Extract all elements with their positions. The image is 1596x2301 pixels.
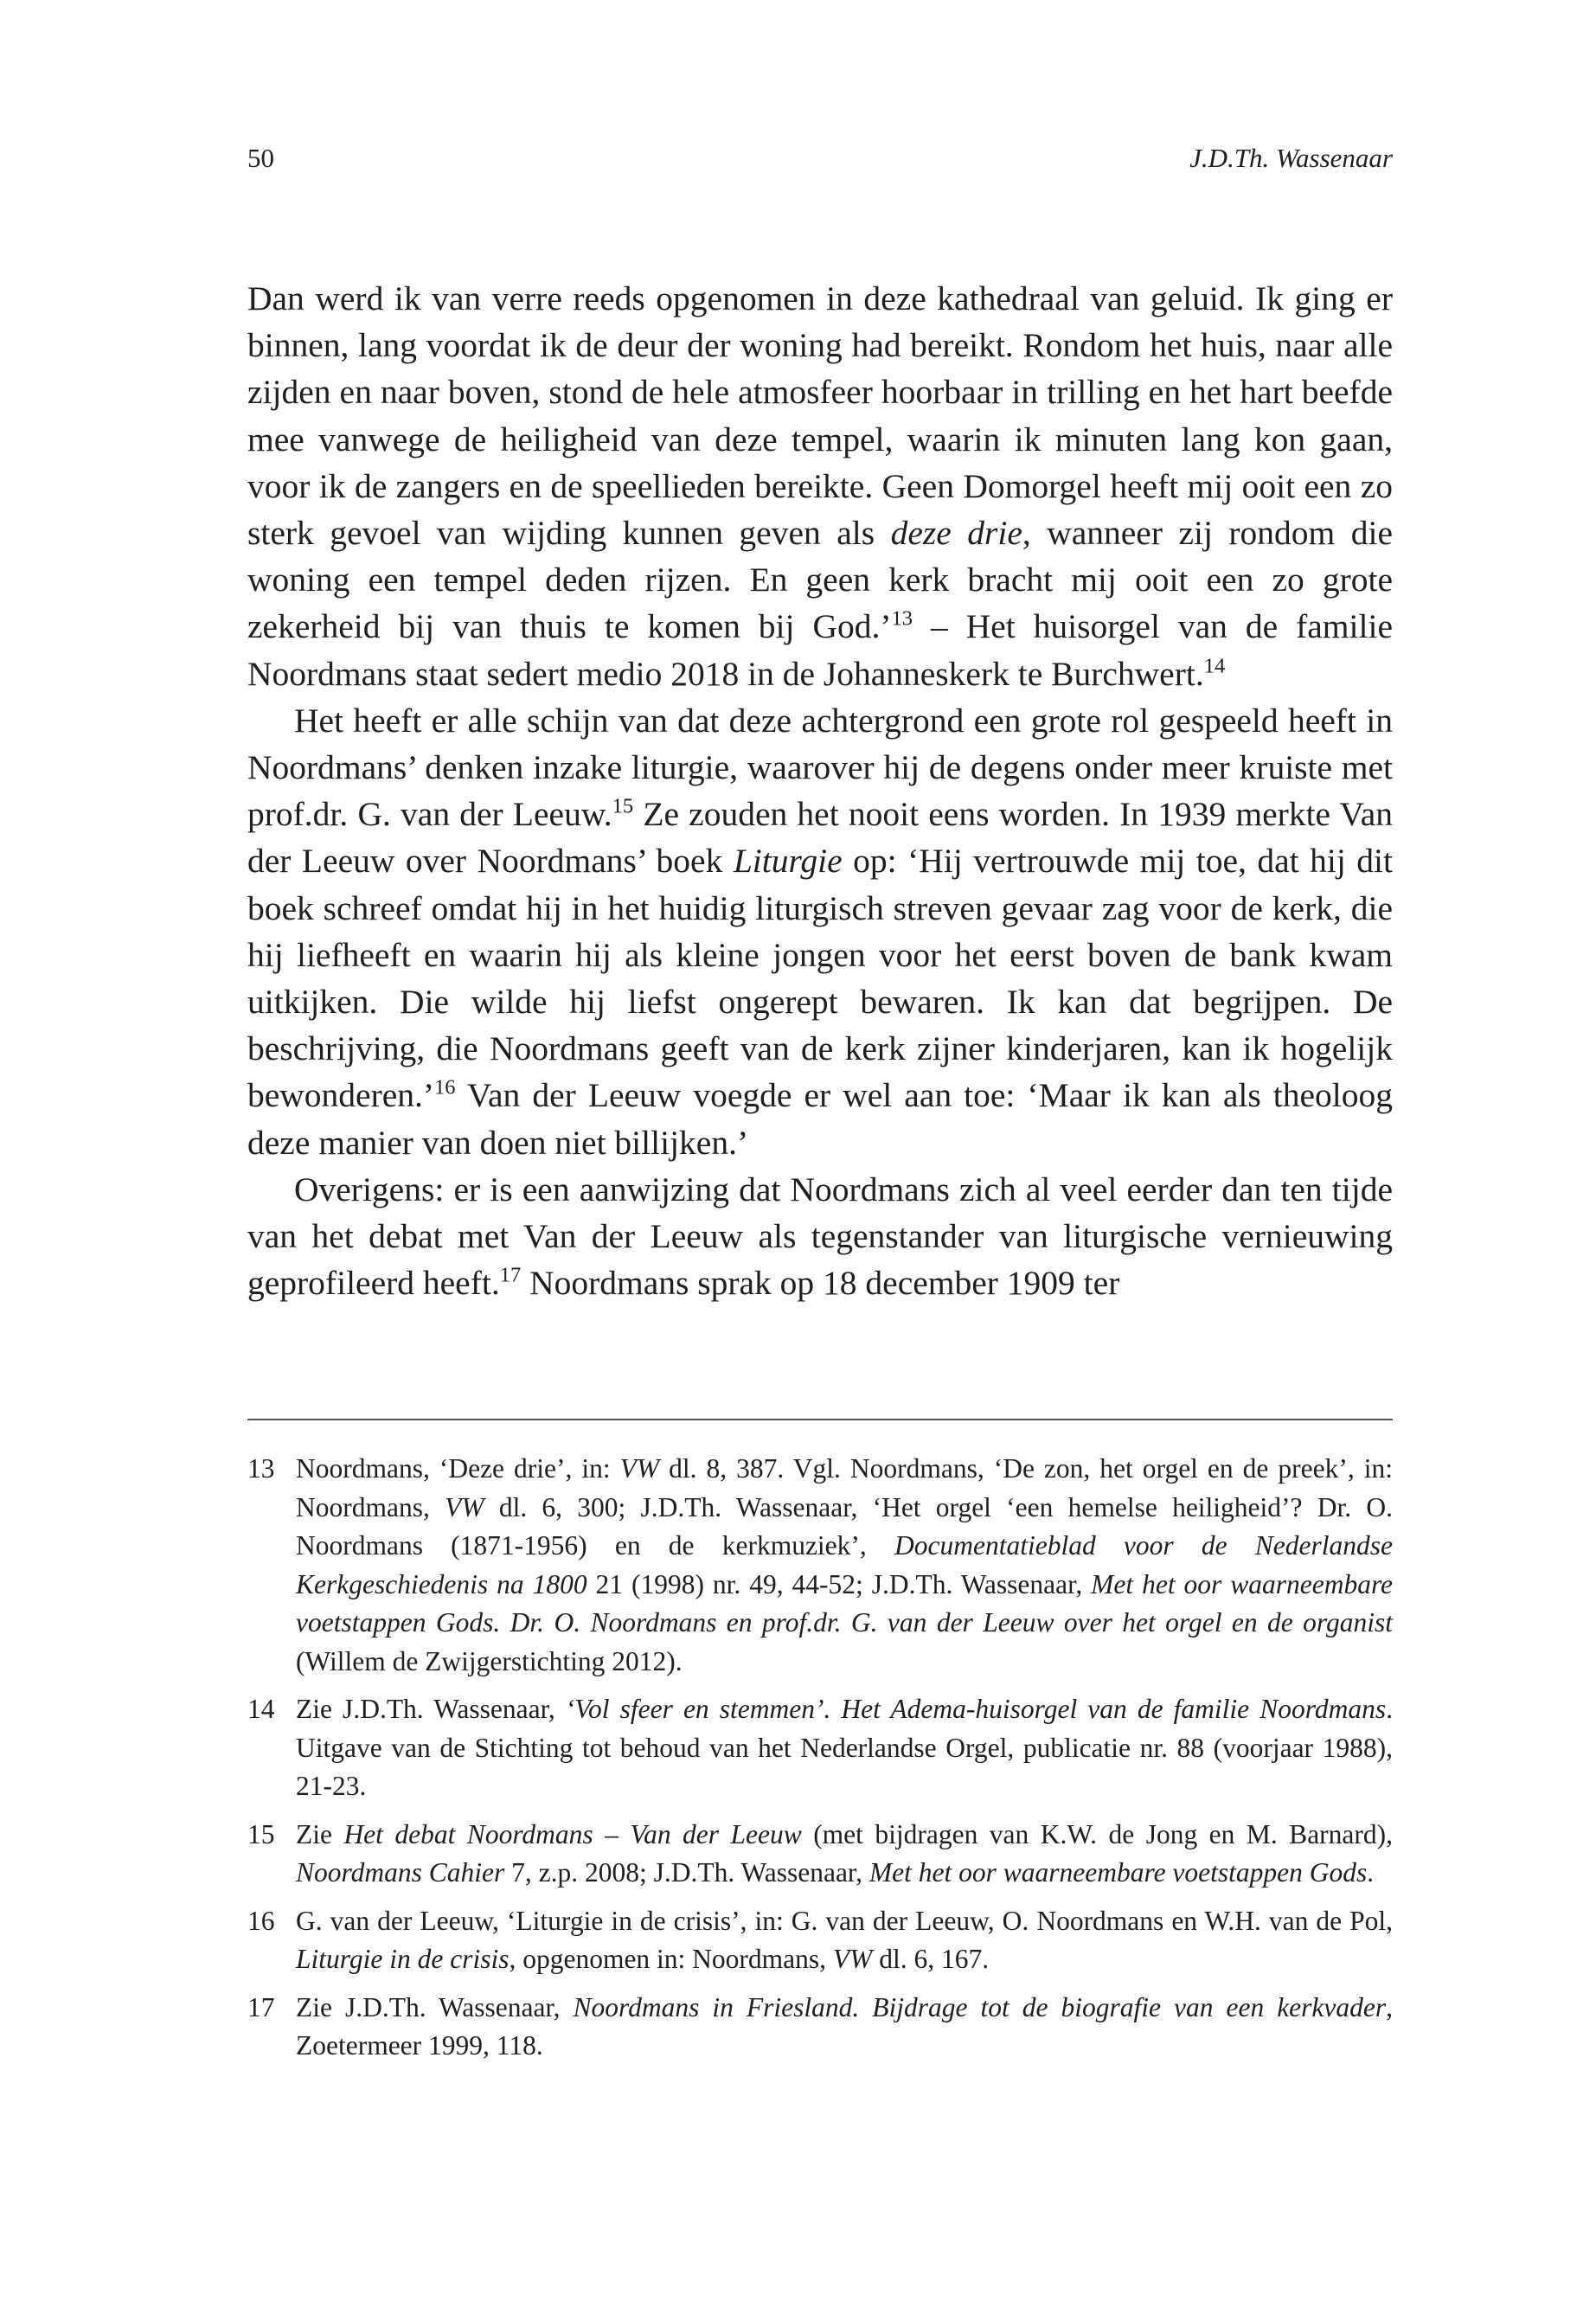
- text-run: 7, z.p. 2008; J.D.Th. Wassenaar,: [504, 1857, 869, 1888]
- text-run: Zie: [296, 1818, 344, 1849]
- text-run: , Zoetermeer 1999, 118.: [296, 1991, 1393, 2061]
- emphasis-text: Liturgie in de crisis: [296, 1944, 510, 1974]
- text-run: Ze zouden het nooit eens worden. In 1939 merkte Van der Leeuw over Noordmans’ boek: [247, 795, 1393, 881]
- text-run: (Willem de Zwijgerstichting 2012).: [296, 1645, 683, 1676]
- text-run: Overigens: er is een aanwijzing dat Noordmans zich al veel eerder dan ten tijde van het debat met Van der Leeuw als tegenstander van liturgische vernieuwing geprofileerd heeft.: [247, 1170, 1393, 1303]
- page-number: 50: [247, 143, 274, 173]
- text-run: dl. 8, 387. Vgl. Noordmans, ‘De zon, het orgel en de preek’, in: Noordmans,: [296, 1453, 1393, 1522]
- emphasis-text: Met het oor waarneembare voetstappen Gods: [869, 1857, 1368, 1888]
- text-run: 21 (1998) nr. 49, 44-52; J.D.Th. Wassenaar,: [586, 1568, 1092, 1599]
- footnote-ref-17[interactable]: 17: [499, 1263, 522, 1287]
- footnote-15: [247, 1816, 1393, 1893]
- text-run: . Uitgave van de Stichting tot behoud van het Nederlandse Orgel, publicatie nr. 88 (voorjaar 1988), 21-23.: [296, 1694, 1393, 1801]
- footnote-ref-16[interactable]: 16: [434, 1075, 456, 1099]
- footnote-16: [247, 1902, 1393, 1979]
- footnote-number: 14: [247, 1694, 275, 1724]
- footnote-divider: [247, 1419, 1393, 1420]
- text-run: dl. 6, 300; J.D.Th. Wassenaar, ‘Het orgel ‘een hemelse heiligheid’? Dr. O. Noordmans (1871-1956) en de kerkmuziek’,: [296, 1491, 1393, 1561]
- emphasis-text: Met het oor waarneembare voetstappen Gods. Dr. O. Noordmans en prof.dr. G. van der Leeuw over het orgel en de organist: [296, 1568, 1394, 1638]
- footnote-ref-13[interactable]: 13: [891, 606, 913, 631]
- footnote-ref-15[interactable]: 15: [612, 794, 634, 818]
- footnote-number: 15: [247, 1818, 275, 1849]
- text-run: op: ‘Hij vertrouwde mij toe, dat hij dit boek schreef omdat hij in het huidig liturgisch streven gevaar zag voor de kerk, die hij liefheeft en waarin hij als kleine jongen voor het eerst boven de bank kwam uitkijken. Die wilde hij liefst ongerept bewaren. Ik kan dat begrijpen. De beschrijving, die Noordmans geeft van de kerk zijner kinderjaren, kan ik hogelijk bewonderen.’: [247, 842, 1394, 1115]
- running-head: [247, 137, 1393, 180]
- footnote-14: [247, 1690, 1393, 1806]
- text-run: Het heeft er alle schijn van dat deze achtergrond een grote rol gespeeld heeft in Noordmans’ denken inzake liturgie, waarover hij de degens onder meer kruiste met prof.dr. G. van der Leeuw.: [247, 701, 1393, 834]
- footnote-number: 13: [247, 1453, 275, 1484]
- emphasis-text: Noordmans in Friesland. Bijdrage tot de biografie van een kerkvader: [573, 1991, 1387, 2022]
- emphasis-text: VW: [445, 1491, 484, 1522]
- emphasis-text: ‘Vol sfeer en stemmen’. Het Adema-huisorgel van de familie Noordmans: [565, 1694, 1387, 1724]
- text-run: – Het huisorgel van de familie Noordmans staat sedert medio 2018 in de Johanneskerk te Burchwert.: [247, 607, 1393, 693]
- footnote-number: 16: [247, 1905, 275, 1936]
- footnote-13: [247, 1450, 1393, 1681]
- text-run: Zie J.D.Th. Wassenaar,: [296, 1694, 566, 1724]
- emphasis-text: VW: [619, 1453, 660, 1484]
- running-head-author: J.D.Th. Wassenaar: [1189, 143, 1393, 173]
- body-text: [247, 275, 1393, 1306]
- footnote-number: 17: [247, 1991, 275, 2022]
- text-run: dl. 6, 167.: [872, 1944, 990, 1974]
- emphasis-text: deze drie: [890, 514, 1022, 553]
- text-run: .: [1367, 1857, 1375, 1888]
- emphasis-text: Het debat Noordmans – Van der Leeuw: [343, 1818, 802, 1849]
- footnote-ref-14[interactable]: 14: [1203, 653, 1226, 677]
- emphasis-text: Documentatieblad voor de Nederlandse Kerkgeschiedenis na 1800: [296, 1530, 1394, 1599]
- paragraph-1: [247, 275, 1393, 697]
- text-run: Dan werd ik van verre reeds opgenomen in deze kathedraal van geluid. Ik ging er binnen, lang voordat ik de deur der woning had bereikt. Rondom het huis, naar alle zijden en naar boven, stond de hele atmosfeer hoorbaar in trilling en het hart beefde mee vanwege de heiligheid van deze tempel, waarin ik minuten lang kon gaan, voor ik de zangers en de speellieden bereikte. Geen Domorgel heeft mij ooit een zo sterk gevoel van wijding kunnen geven als: [247, 279, 1393, 553]
- text-run: Zie J.D.Th. Wassenaar,: [296, 1991, 574, 2022]
- text-run: Noordmans sprak op 18 december 1909 ter: [521, 1264, 1120, 1303]
- footnotes: [247, 1450, 1393, 2075]
- paragraph-2: [247, 697, 1393, 1166]
- text-run: Noordmans, ‘Deze drie’, in:: [296, 1453, 620, 1484]
- text-run: , wanneer zij rondom die woning een tempel deden rijzen. En geen kerk bracht mij ooit een zo grote zekerheid bij van thuis te komen bij God.’: [247, 514, 1393, 646]
- text-run: Van der Leeuw voegde er wel aan toe: ‘Maar ik kan als theoloog deze manier van doen niet billijken.’: [247, 1076, 1393, 1162]
- emphasis-text: Noordmans Cahier: [296, 1857, 505, 1888]
- text-run: (met bijdragen van K.W. de Jong en M. Barnard),: [801, 1818, 1394, 1849]
- book-title-liturgie: Liturgie: [733, 842, 843, 881]
- text-run: G. van der Leeuw, ‘Liturgie in de crisis’, in: G. van der Leeuw, O. Noordmans en W.H. van de Pol,: [296, 1905, 1393, 1936]
- text-run: , opgenomen in: Noordmans,: [509, 1944, 833, 1974]
- emphasis-text: VW: [832, 1944, 873, 1974]
- footnote-17: [247, 1989, 1393, 2066]
- paragraph-3: [247, 1166, 1393, 1307]
